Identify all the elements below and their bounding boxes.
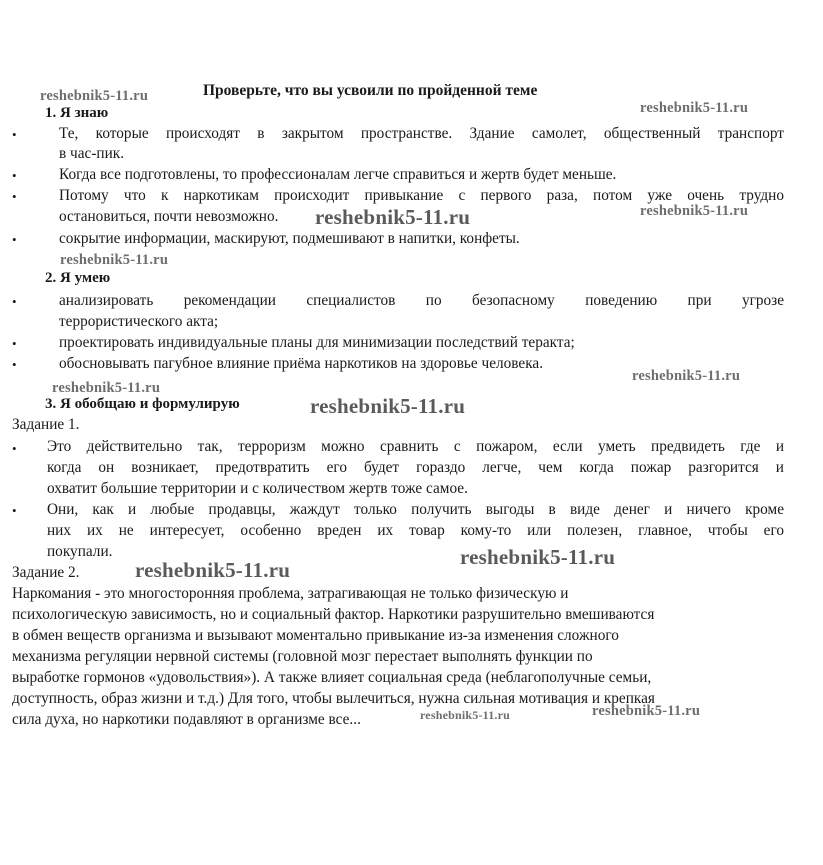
task-1-a-line-3: охватит большие территории и с количеством жертв тоже самое.	[47, 480, 468, 497]
bullet-glyph: •	[12, 168, 17, 183]
page-title: Проверьте, что вы усвоили по пройденной теме	[203, 82, 538, 99]
task-1-label: Задание 1.	[12, 416, 80, 433]
watermark: reshebnik5-11.ru	[592, 703, 701, 719]
can-1-line-2: террористического акта;	[59, 313, 219, 330]
can-2-line-1: проектировать индивидуальные планы для минимизации последствий теракта;	[59, 334, 575, 351]
task-1-b-line-2: них их не интересует, особенно вреден их товар кому-то или полезен, главное, чтобы его	[47, 522, 784, 539]
task-2-line-7: сила духа, но наркотики подавляют в организме все...	[12, 711, 361, 728]
bullet-glyph: •	[12, 441, 17, 456]
watermark: reshebnik5-11.ru	[640, 203, 749, 219]
bullet-glyph: •	[12, 294, 17, 309]
know-3-line-1: Потому что к наркотикам происходит привыкание с первого раза, потом уже очень трудно	[59, 187, 784, 204]
task-1-a-line-2: когда он возникает, предотвратить его будет гораздо легче, чем когда пожар разгорится и	[47, 459, 784, 476]
know-4-line-1: сокрытие информации, маскируют, подмешивают в напитки, конфеты.	[59, 230, 520, 247]
watermark: reshebnik5-11.ru	[52, 380, 161, 396]
task-2-label: Задание 2.	[12, 564, 80, 581]
can-3-line-1: обосновывать пагубное влияние приёма наркотиков на здоровье человека.	[59, 355, 544, 372]
watermark: reshebnik5-11.ru	[60, 252, 169, 268]
task-2-line-3: в обмен веществ организма и вызывают моментально привыкание из-за изменения сложного	[12, 627, 619, 644]
watermark: reshebnik5-11.ru	[420, 708, 510, 722]
watermark: reshebnik5-11.ru	[40, 88, 149, 104]
watermark: reshebnik5-11.ru	[632, 368, 741, 384]
section-heading-can: 2. Я умею	[45, 270, 111, 286]
bullet-glyph: •	[12, 336, 17, 351]
know-2-line-1: Когда все подготовлены, то профессионалам легче справиться и жертв будет меньше.	[59, 166, 617, 183]
bullet-glyph: •	[12, 232, 17, 247]
task-2-line-1: Наркомания - это многосторонняя проблема, затрагивающая не только физическую и	[12, 585, 569, 602]
know-1-line-2: в час-пик.	[59, 145, 125, 162]
watermark: reshebnik5-11.ru	[310, 394, 466, 418]
know-3-line-2: остановиться, почти невозможно.	[59, 208, 279, 225]
bullet-glyph: •	[12, 503, 17, 518]
task-1-b-line-1: Они, как и любые продавцы, жаждут только получить выгоды в виде денег и ничего кроме	[47, 501, 784, 518]
bullet-glyph: •	[12, 127, 17, 142]
task-2-line-6: доступность, образ жизни и т.д.) Для того, чтобы вылечиться, нужна сильная мотивация и крепкая	[12, 690, 655, 707]
can-1-line-1: анализировать рекомендации специалистов по безопасному поведению при угрозе	[59, 292, 784, 309]
task-2-line-5: выработке гормонов «удовольствия»). А также влияет социальная среда (неблагополучные семьи,	[12, 669, 652, 686]
watermark: reshebnik5-11.ru	[460, 545, 616, 569]
task-1-a-line-1: Это действительно так, терроризм можно сравнить с пожаром, если уметь предвидеть где и	[47, 438, 784, 455]
task-2-line-4: механизма регуляции нервной системы (головной мозг перестает выполнять функции по	[12, 648, 593, 665]
watermark: reshebnik5-11.ru	[640, 100, 749, 116]
know-1-line-1: Те, которые происходят в закрытом пространстве. Здание самолет, общественный транспорт	[59, 125, 784, 142]
task-1-b-line-3: покупали.	[47, 543, 113, 560]
bullet-glyph: •	[12, 189, 17, 204]
section-heading-summarize: 3. Я обобщаю и формулирую	[45, 396, 240, 412]
section-heading-know: 1. Я знаю	[45, 105, 109, 121]
task-2-line-2: психологическую зависимость, но и социальный фактор. Наркотики разрушительно вмешиваются	[12, 606, 655, 623]
watermark: reshebnik5-11.ru	[315, 205, 471, 229]
watermark: reshebnik5-11.ru	[135, 558, 291, 582]
bullet-glyph: •	[12, 357, 17, 372]
